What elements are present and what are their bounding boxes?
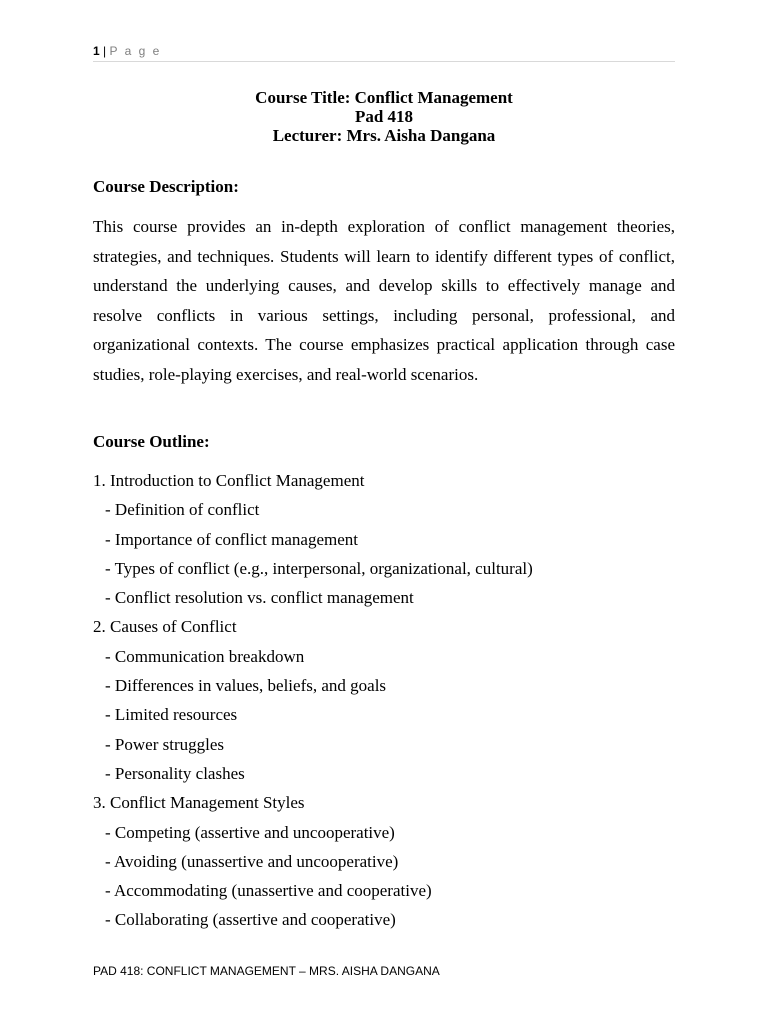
description-heading: Course Description: xyxy=(93,177,239,196)
outline-heading: Course Outline: xyxy=(93,432,210,451)
page-header xyxy=(93,44,675,62)
outline-item: - Accommodating (unassertive and cooperative) xyxy=(105,881,432,901)
outline-item: - Differences in values, beliefs, and goals xyxy=(105,676,387,696)
outline-item: - Limited resources xyxy=(105,705,238,725)
outline-section: 1. Introduction to Conflict Management xyxy=(93,471,365,490)
page-separator: | xyxy=(103,44,107,58)
outline-section: 3. Conflict Management Styles xyxy=(93,793,305,813)
course-code: Pad 418 xyxy=(354,107,414,126)
course-title: Course Title: Conflict Management xyxy=(255,88,513,107)
outline-item: - Definition of conflict xyxy=(105,500,260,520)
lecturer-name: Lecturer: Mrs. Aisha Dangana xyxy=(272,126,496,145)
outline-section: 2. Causes of Conflict xyxy=(93,617,237,637)
outline-item: - Power struggles xyxy=(105,734,224,754)
page-number: 1 xyxy=(93,44,100,58)
outline-item: - Personality clashes xyxy=(105,763,245,783)
page-label: P a g e xyxy=(109,44,162,58)
outline-item: - Avoiding (unassertive and uncooperative) xyxy=(105,851,399,871)
outline-item: - Competing (assertive and uncooperative) xyxy=(105,822,395,842)
outline-item: - Collaborating (assertive and cooperative) xyxy=(105,910,396,930)
course-outline xyxy=(93,466,675,935)
outline-item: - Importance of conflict management xyxy=(105,529,358,549)
outline-item: - Types of conflict (e.g., interpersonal, organizational, cultural) xyxy=(105,558,533,578)
outline-item: - Conflict resolution vs. conflict management xyxy=(105,588,414,608)
description-text: This course provides an in-depth exploration of conflict management theories, strategies, and techniques. Students will learn to identify different types of conflict, understand the underlying causes, and develop skills to effectively manage and resolve conflicts in various settings, including personal, professional, and organizational contexts. The course emphasizes practical application through case studies, role-playing exercises, and real-world scenarios. xyxy=(93,217,675,384)
title-block xyxy=(93,88,675,145)
page-footer: PAD 418: CONFLICT MANAGEMENT – MRS. AISHA DANGANA xyxy=(93,964,440,978)
outline-item: - Communication breakdown xyxy=(105,646,305,666)
